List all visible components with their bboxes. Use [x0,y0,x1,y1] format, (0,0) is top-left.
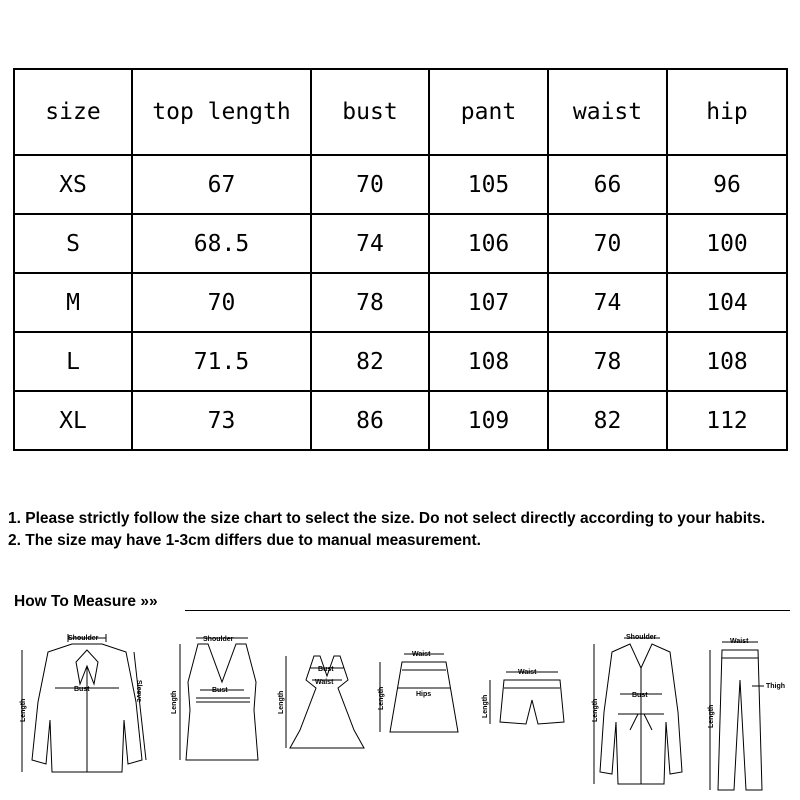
table-cell: 78 [548,332,667,391]
table-cell: 108 [429,332,548,391]
label-thigh: Thigh [766,683,786,690]
size-notes [8,508,792,552]
label-waist: Waist [412,651,431,658]
table-cell: 78 [311,273,429,332]
label-length: Length [378,686,385,710]
table-cell: 73 [132,391,311,450]
label-length: Length [482,694,489,718]
table-cell: 107 [429,273,548,332]
table-cell: 86 [311,391,429,450]
label-waist: Waist [315,679,334,686]
label-sleeve: Sleeve [135,680,142,703]
table-cell: 109 [429,391,548,450]
header-cell: bust [311,69,429,155]
table-cell: M [14,273,132,332]
label-shoulder: Shoulder [203,636,234,643]
table-cell: 70 [548,214,667,273]
table-cell: 82 [548,391,667,450]
table-header-row [14,69,787,155]
header-cell: top length [132,69,311,155]
table-cell: 105 [429,155,548,214]
how-to-measure-header [0,587,800,615]
header-cell: pant [429,69,548,155]
table-cell: 70 [311,155,429,214]
table-row [14,214,787,273]
label-length: Length [592,698,599,722]
table-cell: 106 [429,214,548,273]
table-cell: 67 [132,155,311,214]
note-1: 1. Please strictly follow the size chart to select the size. Do not select directly according to your habits. [8,510,766,527]
label-waist: Waist [730,638,749,645]
label-shoulder: Shoulder [626,634,657,641]
table-cell: XS [14,155,132,214]
table-row [14,273,787,332]
note-2: 2. The size may have 1-3cm differs due to manual measurement. [8,532,481,549]
table-cell: 82 [311,332,429,391]
table-cell: 100 [667,214,787,273]
table-cell: 108 [667,332,787,391]
arrows-icon: »» [140,593,158,610]
table-cell: 66 [548,155,667,214]
table-cell: S [14,214,132,273]
table-cell: 104 [667,273,787,332]
label-waist: Waist [518,669,537,676]
table-cell: 74 [311,214,429,273]
label-hips: Hips [416,691,432,698]
label-bust: Bust [632,692,648,699]
header-cell: hip [667,69,787,155]
table-row [14,332,787,391]
label-bust: Bust [212,687,228,694]
shorts-outline [500,680,564,724]
pants-outline [718,650,762,790]
table-row [14,155,787,214]
label-length: Length [278,690,285,714]
divider-line [185,610,790,611]
shorts-figure [490,672,564,724]
table-row [14,391,787,450]
coat-figure [594,638,682,784]
header-cell: size [14,69,132,155]
size-chart-table [13,68,788,451]
blouse-figure [22,634,146,772]
label-shoulder: Shoulder [68,635,99,642]
pants-figure [710,642,764,790]
table-cell: L [14,332,132,391]
top-figure [180,638,258,760]
label-length: Length [20,698,27,722]
table-cell: 70 [132,273,311,332]
how-to-measure-label: How To Measure [14,593,137,610]
header-cell: waist [548,69,667,155]
table-cell: 112 [667,391,787,450]
measurement-illustrations [0,622,800,800]
table-cell: XL [14,391,132,450]
table-cell: 74 [548,273,667,332]
table-cell: 96 [667,155,787,214]
how-to-measure-title [14,593,158,611]
label-length: Length [171,690,178,714]
table-cell: 71.5 [132,332,311,391]
table-cell: 68.5 [132,214,311,273]
label-bust: Bust [74,686,90,693]
label-length: Length [708,704,715,728]
label-bust: Bust [318,666,334,673]
